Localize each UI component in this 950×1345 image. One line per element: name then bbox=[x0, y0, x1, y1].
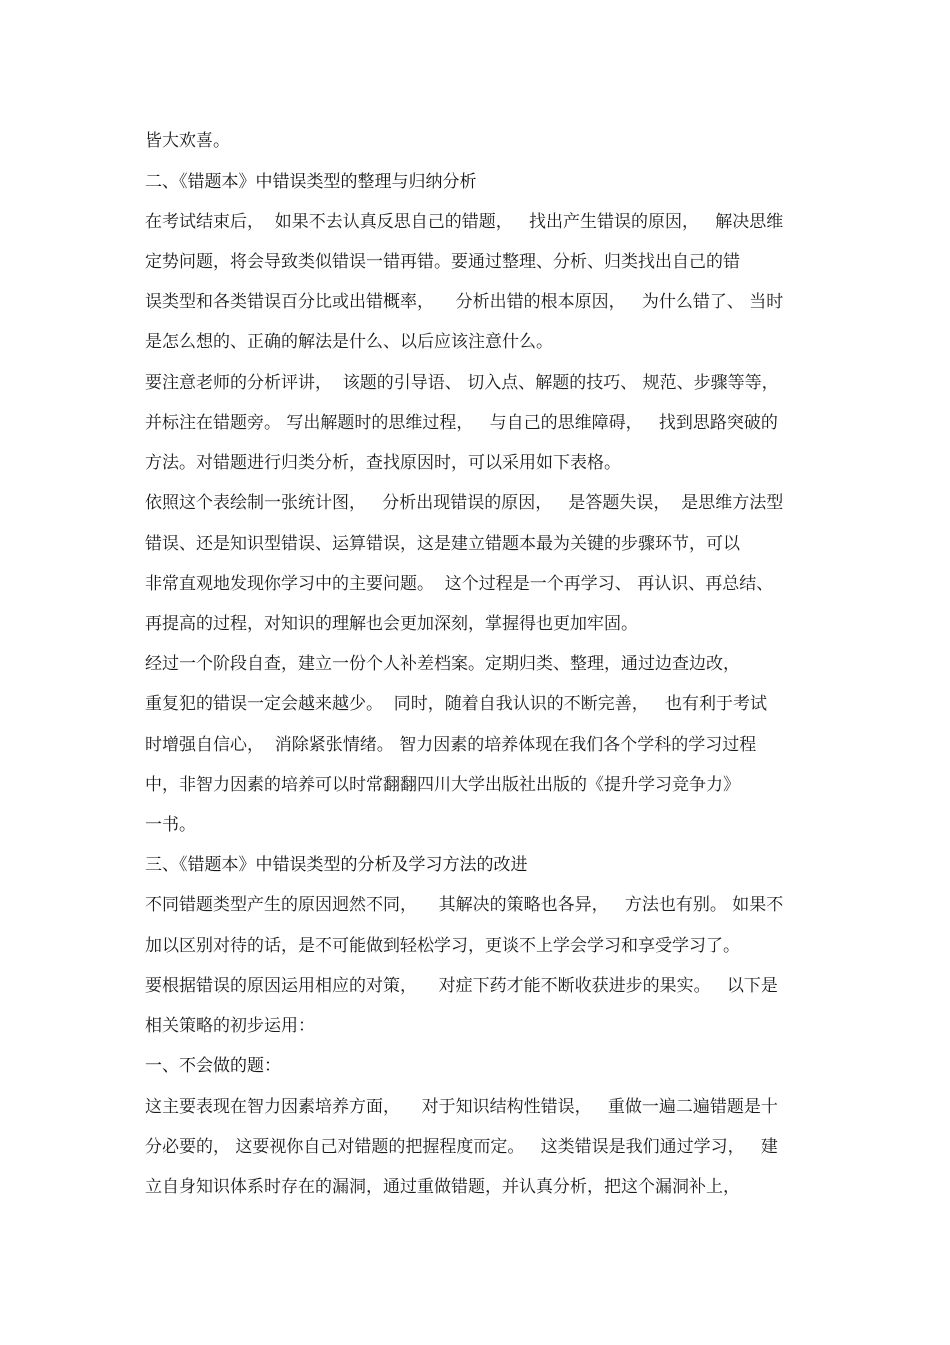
paragraph-line: 方法。对错题进行归类分析，查找原因时，可以采用如下表格。 bbox=[145, 453, 621, 473]
paragraph-line: 定势问题，将会导致类似错误一错再错。要通过整理、分析、归类找出自己的错 bbox=[145, 252, 740, 272]
paragraph-line: 这主要表现在智力因素培养方面， 对于知识结构性错误， 重做一遍二遍错题是十 bbox=[145, 1097, 778, 1117]
paragraph-line: 是怎么想的、正确的解法是什么、以后应该注意什么。 bbox=[145, 332, 553, 352]
paragraph-line: 依照这个表绘制一张统计图， 分析出现错误的原因， 是答题失误， 是思维方法型 bbox=[145, 493, 784, 513]
paragraph-line: 重复犯的错误一定会越来越少。 同时，随着自我认识的不断完善， 也有利于考试 bbox=[145, 694, 768, 714]
paragraph-line: 皆大欢喜。 bbox=[145, 131, 230, 151]
paragraph-line: 加以区别对待的话，是不可能做到轻松学习，更谈不上学会学习和享受学习了。 bbox=[145, 936, 740, 956]
paragraph-line: 错误、还是知识型错误、运算错误，这是建立错题本最为关键的步骤环节，可以 bbox=[145, 534, 740, 554]
paragraph-line: 误类型和各类错误百分比或出错概率， 分析出错的根本原因， 为什么错了、 当时 bbox=[145, 292, 784, 312]
paragraph-line: 在考试结束后， 如果不去认真反思自己的错题， 找出产生错误的原因， 解决思维 bbox=[145, 212, 784, 232]
paragraph-line: 再提高的过程，对知识的理解也会更加深刻，掌握得也更加牢固。 bbox=[145, 614, 638, 634]
paragraph-line: 分必要的， 这要视你自己对错题的把握程度而定。 这类错误是我们通过学习， 建 bbox=[145, 1137, 778, 1157]
paragraph-line: 并标注在错题旁。 写出解题时的思维过程， 与自己的思维障碍， 找到思路突破的 bbox=[145, 413, 778, 433]
paragraph-line: 要注意老师的分析评讲， 该题的引导语、 切入点、解题的技巧、 规范、步骤等等， bbox=[145, 373, 779, 393]
subsection-heading: 一、不会做的题： bbox=[145, 1056, 281, 1076]
paragraph-line: 非常直观地发现你学习中的主要问题。 这个过程是一个再学习、 再认识、再总结、 bbox=[145, 574, 774, 594]
paragraph-line: 一书。 bbox=[145, 815, 196, 835]
section-heading: 二、《错题本》中错误类型的整理与归纳分析 bbox=[145, 172, 477, 192]
paragraph-line: 时增强自信心， 消除紧张情绪。 智力因素的培养体现在我们各个学科的学习过程 bbox=[145, 735, 757, 755]
paragraph-line: 相关策略的初步运用： bbox=[145, 1016, 315, 1036]
paragraph-line: 经过一个阶段自查，建立一份个人补差档案。定期归类、整理，通过边查边改， bbox=[145, 654, 740, 674]
paragraph-line: 立自身知识体系时存在的漏洞，通过重做错题，并认真分析，把这个漏洞补上， bbox=[145, 1177, 740, 1197]
paragraph-line: 中，非智力因素的培养可以时常翻翻四川大学出版社出版的《提升学习竞争力》 bbox=[145, 775, 740, 795]
paragraph-line: 不同错题类型产生的原因迥然不同， 其解决的策略也各异， 方法也有别。 如果不 bbox=[145, 895, 784, 915]
paragraph-line: 要根据错误的原因运用相应的对策， 对症下药才能不断收获进步的果实。 以下是 bbox=[145, 976, 778, 996]
section-heading: 三、《错题本》中错误类型的分析及学习方法的改进 bbox=[145, 855, 528, 875]
